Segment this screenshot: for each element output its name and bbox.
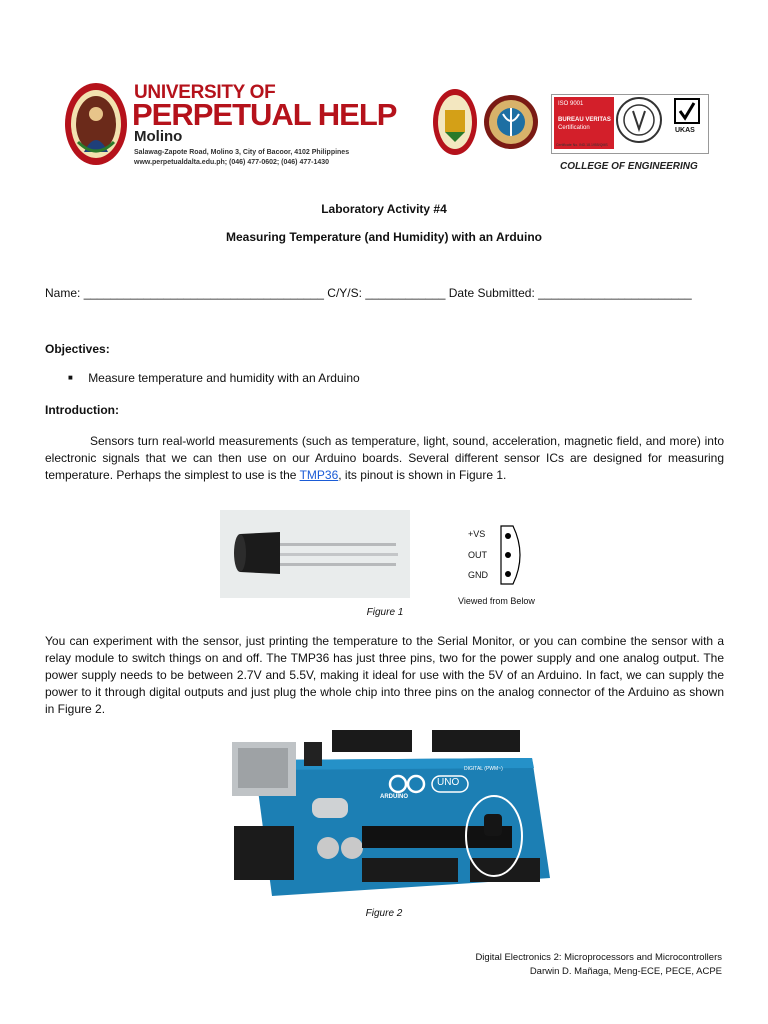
footer-author: Darwin D. Mañaga, Meng-ECE, PECE, ACPE: [529, 966, 722, 977]
engineering-seal-icon: [483, 94, 539, 150]
intro-paragraph-1: [45, 433, 724, 484]
footer: [475, 951, 722, 979]
objective-item: [68, 369, 360, 387]
uno-label: UNO: [437, 777, 460, 788]
tmp36-link[interactable]: TMP36: [299, 468, 339, 482]
student-info-line: [45, 285, 692, 302]
campus-name: Molino: [134, 128, 183, 145]
footer-course: Digital Electronics 2: Microprocessors and Microcontrollers: [475, 952, 722, 963]
viewed-from-below-label: Viewed from Below: [458, 596, 535, 606]
intro-paragraph-2: You can experiment with the sensor, just printing the temperature to the Serial Monitor, or you can combine the sensor with a relay module to switch things on and off. The TMP36 has just three pins, two for the power supply and one analog output. The power supply needs to be between 2.7V and 5.5V, making it ideal for use with the 5V of an Arduino. In fact, we can supply the power to it through digital outputs and just plug the whole chip into three pins on the analog connector of the Arduino as shown in Figure 2.: [45, 634, 724, 716]
cert-cert-label: Certification: [558, 125, 590, 131]
campus-contact: www.perpetualdalta.edu.ph; (046) 477-0602; (046) 477-1430: [134, 159, 330, 166]
tmp36-pinout-diagram: [455, 524, 545, 608]
pin-label-vs: +VS: [468, 529, 486, 539]
arduino-label: ARDUINO: [380, 794, 408, 800]
cys-field[interactable]: ____________: [365, 286, 446, 300]
bureau-veritas-certificate: [551, 94, 709, 154]
date-field[interactable]: _______________________: [538, 286, 692, 300]
college-of-engineering: COLLEGE OF ENGINEERING: [560, 161, 698, 172]
name-label: Name:: [45, 286, 81, 300]
objective-text: Measure temperature and humidity with an Arduino: [88, 371, 360, 385]
figure1-caption: Figure 1: [366, 607, 404, 618]
cert-iso-label: ISO 9001: [558, 101, 584, 107]
date-label: Date Submitted:: [448, 286, 535, 300]
introduction-heading: Introduction:: [45, 403, 119, 417]
tmp36-photo: [220, 510, 410, 598]
campus-address: Salawag-Zapote Road, Molino 3, City of Bacoor, 4102 Philippines: [134, 149, 350, 156]
bureau-veritas-icon: [616, 97, 662, 143]
intro-text-a: Sensors turn real-world measurements (such as temperature, light, sound, acceleration, magnetic field, and more) into electronic signals that we can then use on our Arduino boards. Several different sensor ICs are designed for measuring temperature. Perhaps the simplest to use is the: [45, 434, 724, 482]
digital-label: DIGITAL (PWM~): [464, 766, 503, 772]
objectives-heading: Objectives:: [45, 342, 110, 356]
ukas-check-icon: [670, 97, 704, 127]
cert-bv-label: BUREAU VERITAS: [558, 117, 611, 123]
pin-label-out: OUT: [468, 550, 487, 560]
university-seal: [64, 82, 128, 166]
university-name-line2: PERPETUAL HELP: [132, 97, 397, 132]
pinout-outline: [499, 524, 529, 586]
name-field[interactable]: ____________________________________: [83, 286, 324, 300]
activity-title: Laboratory Activity #4: [321, 202, 447, 216]
cys-label: C/Y/S:: [327, 286, 362, 300]
arduino-uno-photo: [232, 728, 552, 908]
college-seal-icon: [432, 88, 478, 156]
activity-subtitle: Measuring Temperature (and Humidity) with an Arduino: [225, 230, 543, 244]
bullet-icon: ■: [68, 373, 73, 382]
pin-label-gnd: GND: [468, 570, 488, 580]
university-name-line1: UNIVERSITY OF: [134, 82, 276, 103]
ukas-label: UKAS: [675, 127, 695, 134]
cert-number: Certificate No. IND.18.1955/QMS: [556, 143, 608, 147]
intro-text-b: , its pinout is shown in Figure 1.: [338, 468, 507, 482]
figure2-caption: Figure 2: [365, 908, 403, 919]
